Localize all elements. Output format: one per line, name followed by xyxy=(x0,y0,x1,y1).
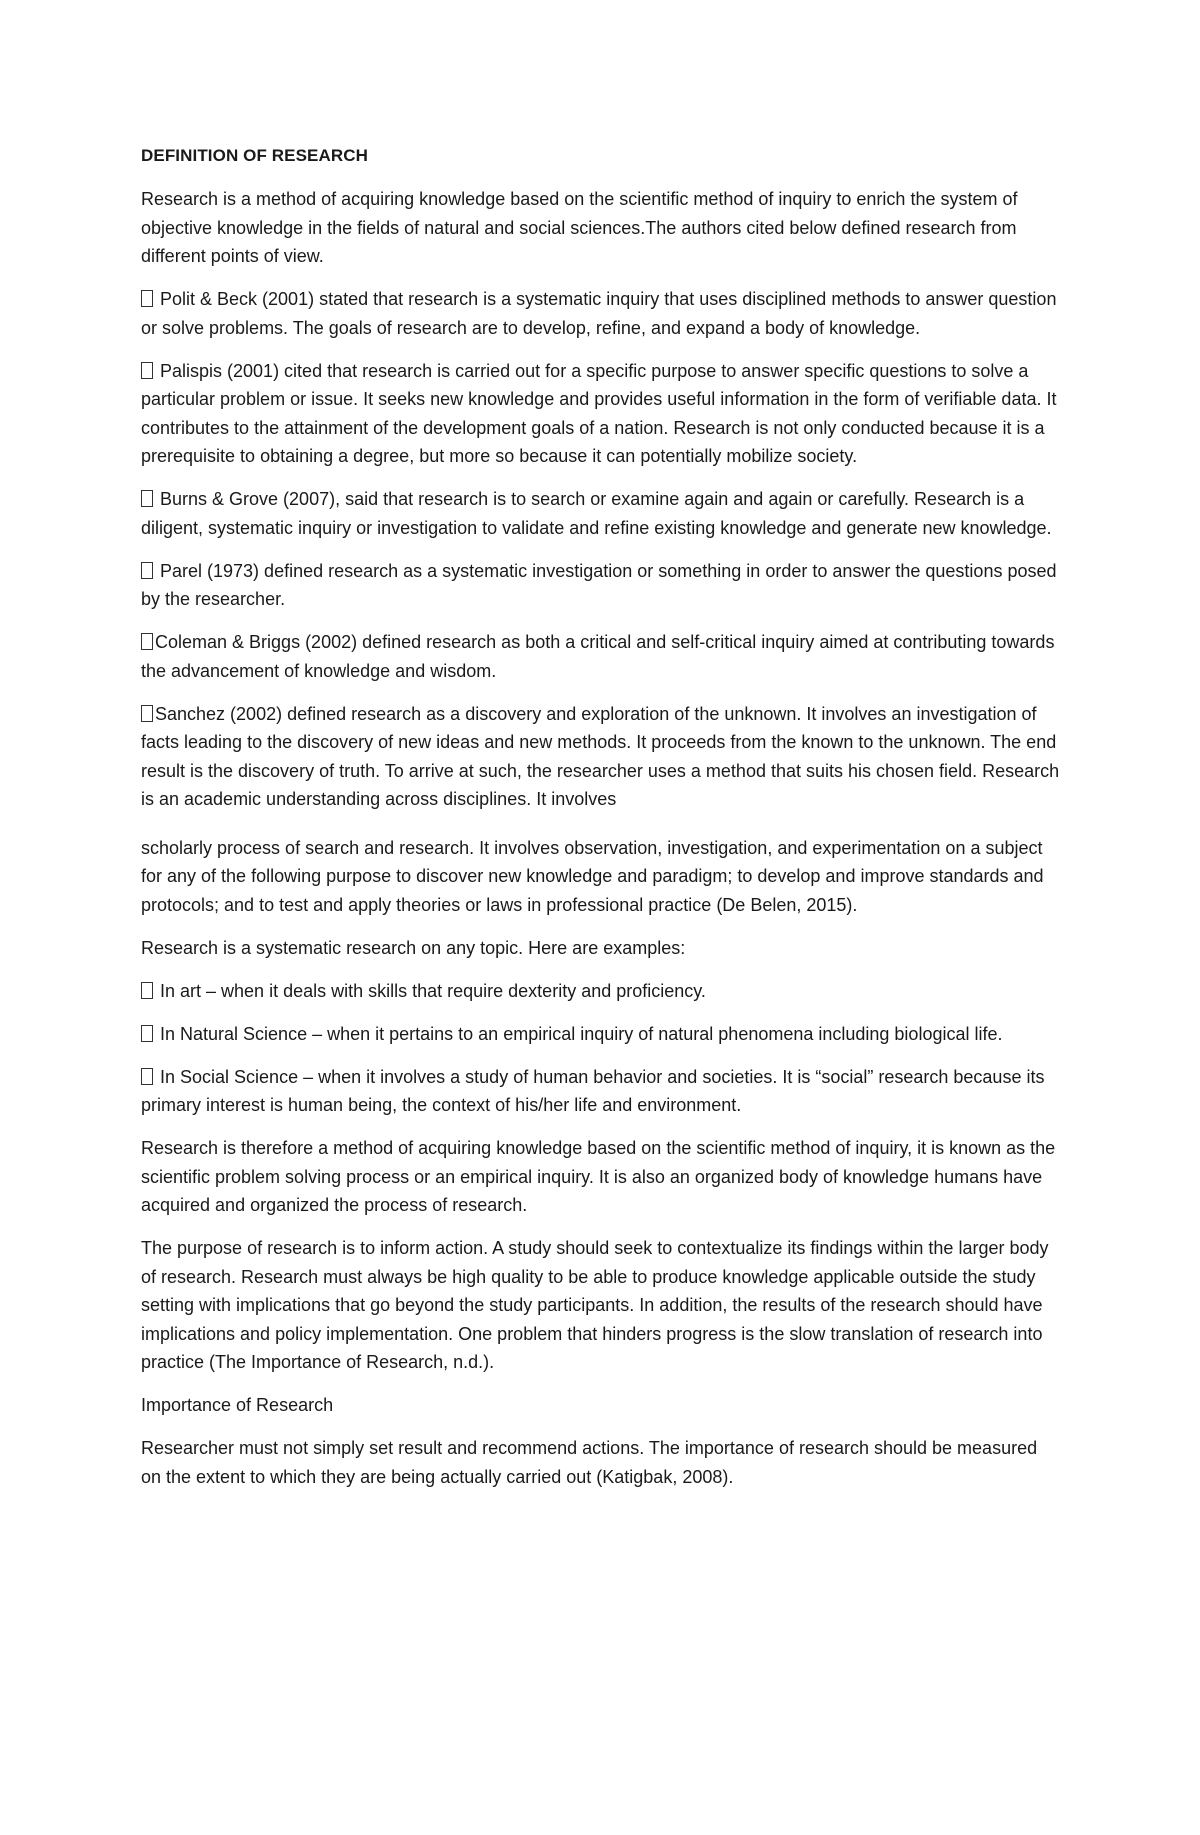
importance-heading: Importance of Research xyxy=(141,1395,334,1415)
bullet-box-icon xyxy=(141,290,153,307)
example-item xyxy=(141,977,1060,1006)
bullet-box-icon xyxy=(141,562,153,579)
bullet-box-icon xyxy=(141,362,153,379)
definition-text: Polit & Beck (2001) stated that research is a systematic inquiry that uses disciplined methods to answer question or solve problems. The goals of research are to develop, refine, and expand a body of knowledge. xyxy=(141,289,1057,338)
summary-paragraph: Research is therefore a method of acquiring knowledge based on the scientific method of inquiry, it is known as the scientific problem solving process or an empirical inquiry. It is also an organized body of knowledge humans have acquired and organized the process of research. xyxy=(141,1138,1056,1215)
bullet-box-icon xyxy=(141,633,153,650)
definition-item xyxy=(141,700,1060,814)
document-title: DEFINITION OF RESEARCH xyxy=(141,146,368,165)
definition-text: Palispis (2001) cited that research is carried out for a specific purpose to answer specific questions to solve a particular problem or issue. It seeks new knowledge and provides useful information in the form of verifiable data. It contributes to the attainment of the development goals of a nation. Research is not only conducted because it is a prerequisite to obtaining a degree, but more so because it can potentially mobilize society. xyxy=(141,360,1057,466)
example-text: In Social Science – when it involves a study of human behavior and societies. It is “social” research because its primary interest is human being, the context of his/her life and environment. xyxy=(141,1066,1045,1115)
definition-item xyxy=(141,557,1060,614)
example-item xyxy=(141,1020,1060,1049)
bullet-box-icon xyxy=(141,705,153,722)
definition-text: Burns & Grove (2007), said that research is to search or examine again and again or carefully. Research is a diligent, systematic inquiry or investigation to validate and refine existing knowledge and generate new knowledge. xyxy=(141,489,1052,538)
bullet-box-icon xyxy=(141,1025,153,1042)
definition-item xyxy=(141,485,1060,542)
bullet-box-icon xyxy=(141,490,153,507)
definition-text: Coleman & Briggs (2002) defined research as both a critical and self-critical inquiry aimed at contributing towards the advancement of knowledge and wisdom. xyxy=(141,632,1055,681)
definition-item xyxy=(141,357,1060,471)
definition-text: Parel (1973) defined research as a systematic investigation or something in order to answer the questions posed by the researcher. xyxy=(141,560,1057,609)
example-text: In art – when it deals with skills that require dexterity and proficiency. xyxy=(155,980,706,1001)
examples-intro: Research is a systematic research on any topic. Here are examples: xyxy=(141,937,686,958)
purpose-paragraph: The purpose of research is to inform action. A study should seek to contextualize its findings within the larger body of research. Research must always be high quality to be able to produce knowledge applicable outside the study setting with implications that go beyond the study participants. In addition, the results of the research should have implications and policy implementation. One problem that hinders progress is the slow translation of research into practice (The Importance of Research, n.d.). xyxy=(141,1238,1049,1372)
bullet-box-icon xyxy=(141,1068,153,1085)
definition-item xyxy=(141,285,1060,342)
example-text: In Natural Science – when it pertains to an empirical inquiry of natural phenomena including biological life. xyxy=(155,1023,1003,1044)
definition-text: Sanchez (2002) defined research as a discovery and exploration of the unknown. It involves an investigation of facts leading to the discovery of new ideas and new methods. It proceeds from the known to the unknown. The end result is the discovery of truth. To arrive at such, the researcher uses a method that suits his chosen field. Research is an academic understanding across disciplines. It involves xyxy=(141,703,1060,809)
intro-paragraph: Research is a method of acquiring knowledge based on the scientific method of inquiry to enrich the system of objective knowledge in the fields of natural and social sciences.The authors cited below defined research from different points of view. xyxy=(141,189,1018,266)
definition-item xyxy=(141,628,1060,685)
continuation-paragraph: scholarly process of search and research. It involves observation, investigation, and experimentation on a subject for any of the following purpose to discover new knowledge and paradigm; to develop and improve standards and protocols; and to test and apply theories or laws in professional practice (De Belen, 2015). xyxy=(141,837,1044,915)
example-item xyxy=(141,1063,1060,1120)
bullet-box-icon xyxy=(141,982,153,999)
importance-paragraph: Researcher must not simply set result and recommend actions. The importance of research should be measured on the extent to which they are being actually carried out (Katigbak, 2008). xyxy=(141,1438,1038,1487)
